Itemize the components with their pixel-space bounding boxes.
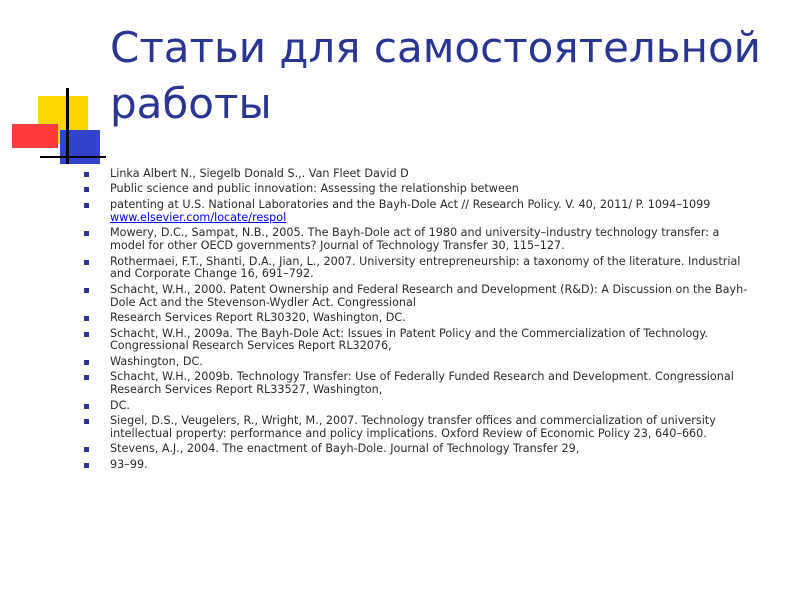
reference-item [84,400,754,413]
bullet-icon [84,172,89,177]
bullet-icon [84,332,89,337]
bullet-icon [84,419,89,424]
bullet-icon [84,375,89,380]
vertical-line [66,88,69,164]
reference-text: Public science and public innovation: Assessing the relationship between [110,182,519,196]
reference-text: Rothermaei, F.T., Shanti, D.A., Jian, L., 2007. University entrepreneurship: a taxonomy of the literature. Industrial and Corporate Change 16, 691–792. [110,254,741,281]
bullet-icon [84,231,89,236]
reference-text: Linka Albert N., Siegelb Donald S.,. Van Fleet David D [110,167,409,180]
reference-text: 93–99. [110,457,148,471]
reference-text: patenting at U.S. National Laboratories and the Bayh-Dole Act // Research Policy. V. 40, 2011/ P. 1094–1099 [110,197,711,211]
reference-item [84,312,754,325]
reference-item [84,356,754,369]
slide-title: Статьи для самостоятельной работы [110,23,761,128]
decorative-squares-logo [0,0,110,170]
reference-text: Research Services Report RL30320, Washington, DC. [110,311,406,325]
bullet-icon [84,288,89,293]
reference-list [84,168,754,474]
reference-item [84,443,754,456]
bullet-icon [84,187,89,192]
reference-item [84,459,754,472]
reference-item [84,199,754,225]
reference-text: Mowery, D.C., Sampat, N.B., 2005. The Bayh-Dole act of 1980 and university–industry technology transfer: a model for other OECD governments? Journal of Technology Transfer 30, 115–127. [110,226,720,253]
bullet-icon [84,360,89,365]
reference-text: Siegel, D.S., Veugelers, R., Wright, M., 2007. Technology transfer offices and commercialization of university intellectual property: performance and policy implications. Oxford Review of Economic Policy 23, 640–660. [110,414,716,440]
reference-item [84,284,754,310]
reference-item [84,256,754,282]
bullet-icon [84,260,89,265]
bullet-icon [84,463,89,468]
reference-item [84,183,754,196]
elsevier-link[interactable]: www.elsevier.com/locate/respol [110,210,287,224]
bullet-icon [84,447,89,452]
reference-item [84,227,754,253]
reference-item [84,415,754,441]
bullet-icon [84,316,89,321]
reference-text: Stevens, A.J., 2004. The enactment of Bayh-Dole. Journal of Technology Transfer 29, [110,442,580,456]
reference-item [84,168,754,181]
bullet-icon [84,404,89,409]
reference-text: DC. [110,398,130,412]
reference-item [84,328,754,354]
reference-text: Schacht, W.H., 2009a. The Bayh-Dole Act: Issues in Patent Policy and the Commercialization of Technology. Congressional Research Services Report RL32076, [110,326,708,353]
reference-text: Washington, DC. [110,354,203,368]
reference-text: Schacht, W.H., 2000. Patent Ownership and Federal Research and Development (R&D): A Discussion on the Bayh-Dole Act and the Stevenson-Wydler Act. Congressional [110,282,748,309]
red-square [12,124,58,148]
bullet-icon [84,203,89,208]
horizontal-line [40,156,106,158]
reference-item [84,371,754,397]
reference-text: Schacht, W.H., 2009b. Technology Transfer: Use of Federally Funded Research and Development. Congressional Research Services Report RL33527, Washington, [110,370,734,397]
